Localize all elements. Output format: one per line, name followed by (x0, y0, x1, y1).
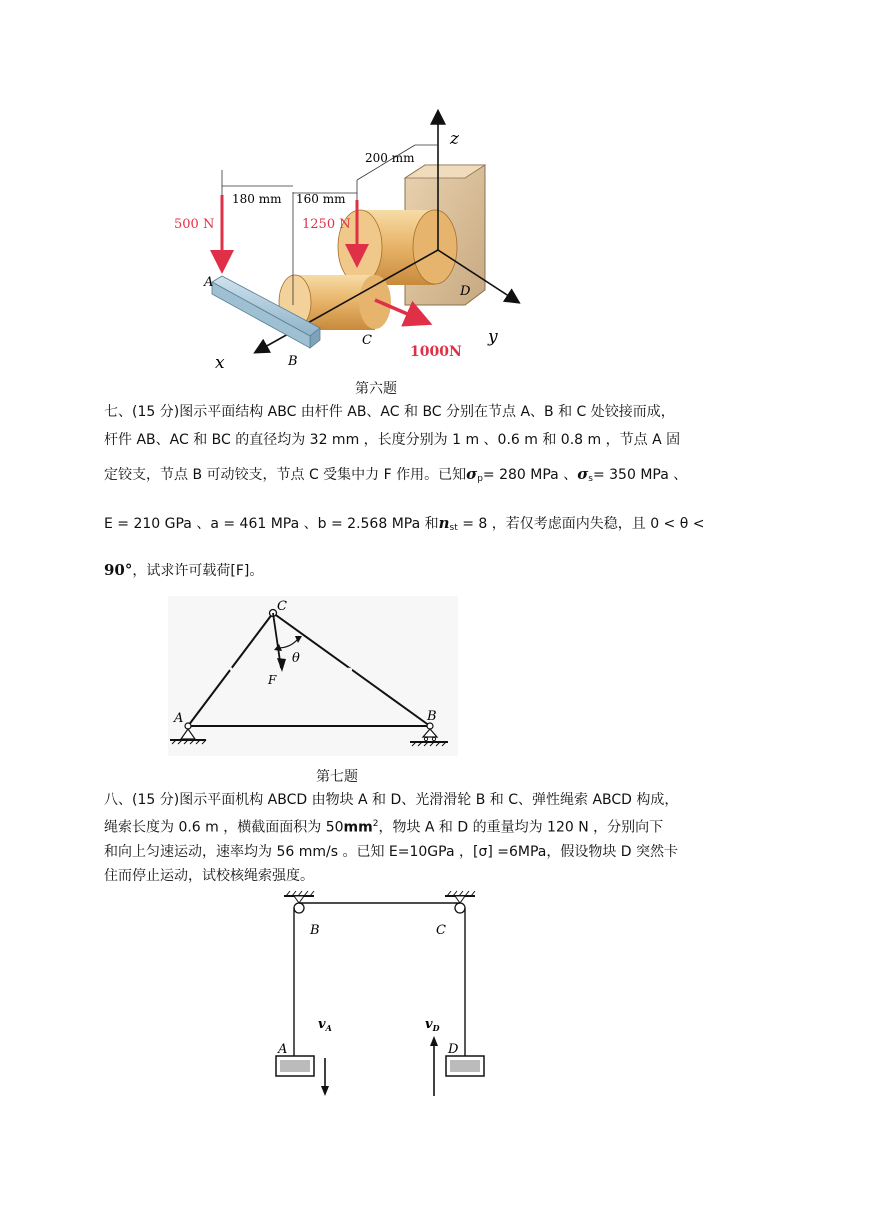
q7-line-4: E = 210 GPa 、a = 461 MPa 、b = 2.568 MPa 和$n_{st} = 8$ ，若仅考虑面内失稳，且 0 < θ < (104, 514, 705, 533)
point-label-b: B (288, 354, 298, 369)
pulley-c (455, 903, 465, 913)
figure-8-pulley (270, 886, 495, 1106)
question-8-text (104, 788, 764, 888)
axis-label-x: x (215, 353, 225, 373)
axis-label-y: y (488, 327, 498, 347)
q8-line-2: 绳索长度为 0.6 m ，横截面面积为 $50mm^2$，物块 A 和 D 的重量均为 120 N ，分别向下 (104, 819, 664, 836)
force-label-a: 500 N (174, 217, 215, 232)
point-label-c: C (362, 333, 372, 348)
q7-line-1: 七、(15 分)图示平面结构 ABC 由杆件 AB、AC 和 BC 分别在节点 A、B 和 C 处铰接而成， (104, 404, 675, 420)
question-7-text (104, 400, 764, 583)
label-b: B (427, 709, 437, 724)
figure-6-shaft (160, 100, 540, 380)
label-b: B (310, 923, 320, 938)
q8-line-3: 和向上匀速运动，速率均为 56 mm/s 。已知 E=10GPa ，[σ] =6MPa，假设物块 D 突然卡 (104, 843, 679, 860)
label-d: D (448, 1042, 459, 1057)
dim-180: 180 mm (232, 192, 282, 206)
label-v-d: $v_D$ (425, 1017, 440, 1033)
figure-6-caption: 第六题 (355, 381, 397, 397)
n-st-symbol: n (438, 514, 450, 532)
q7-line-3: 定铰支，节点 B 可动铰支，节点 C 受集中力 F 作用。已知$\sigma_p= 280$ MPa 、$\sigma_s= 350$ MPa 、 (104, 465, 688, 484)
q8-line-1: 八、(15 分)图示平面机构 ABCD 由物块 A 和 D、光滑滑轮 B 和 C、弹性绳索 ABCD 构成， (104, 792, 679, 808)
label-theta: θ (292, 651, 300, 666)
figure-7-truss (168, 596, 458, 756)
figure-7-caption: 第七题 (316, 769, 358, 785)
ceiling-support-c (445, 891, 475, 903)
label-f: F (268, 673, 277, 687)
sigma-p-symbol: σ (466, 465, 478, 483)
axis-label-z: z (450, 129, 459, 149)
point-label-a: A (204, 275, 214, 290)
label-a: A (174, 711, 184, 726)
label-c: C (436, 923, 446, 938)
label-v-a: $v_A$ (318, 1017, 332, 1033)
pulley-b (294, 903, 304, 913)
force-label-b: 1250 N (302, 217, 351, 232)
q7-line-2: 杆件 AB、AC 和 BC 的直径均为 32 mm ，长度分别为 1 m 、0.6 m 和 0.8 m ，节点 A 固 (104, 432, 681, 448)
label-c: C (277, 599, 287, 614)
q7-line-5: 90°，试求许可载荷[F]。 (104, 561, 264, 579)
dim-160: 160 mm (296, 192, 346, 206)
point-label-d: D (460, 284, 471, 299)
q8-line-4: 住而停止运动，试校核绳索强度。 (104, 867, 314, 884)
label-a: A (278, 1042, 288, 1057)
force-label-c: 1000N (410, 344, 462, 360)
ceiling-support-b (284, 891, 314, 903)
sigma-s-symbol: σ (577, 465, 589, 483)
velocity-arrow-a (321, 1058, 329, 1096)
velocity-arrow-d (430, 1036, 438, 1096)
dim-200: 200 mm (365, 151, 415, 165)
